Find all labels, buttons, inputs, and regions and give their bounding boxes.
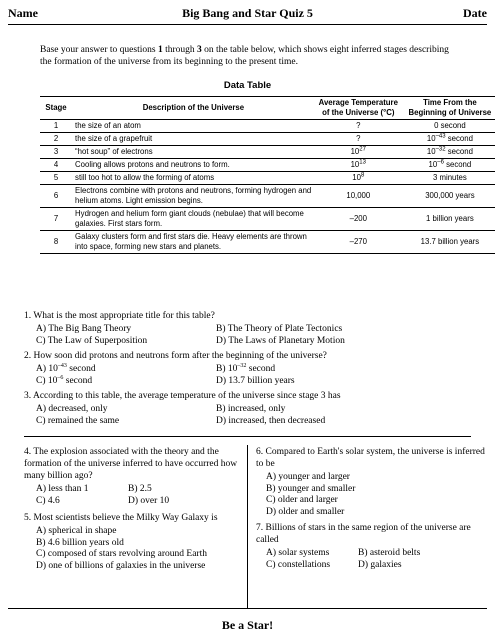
q7-option-a[interactable]: A) solar systems xyxy=(266,548,330,558)
date-label: Date xyxy=(463,6,487,20)
q2-option-d[interactable]: D) 13.7 billion years xyxy=(216,375,295,386)
q5-option-d[interactable]: D) one of billions of galaxies in the universe xyxy=(36,560,206,571)
q6-option-c[interactable]: C) older and larger xyxy=(266,495,338,505)
question-4-text: 4. The explosion associated with the theory and the formation of the universe inferred to have occurred how many billion ago? xyxy=(24,447,238,481)
data-table-title: Data Table xyxy=(223,80,272,91)
column-divider xyxy=(247,445,248,608)
table-row: 3 “hot soup” of electrons $10^{27}$ $10^{-32}$ second xyxy=(40,146,495,159)
col-stage: Stage xyxy=(40,97,72,120)
q7-option-c[interactable]: C) constellations xyxy=(266,559,331,570)
question-5-text: 5. Most scientists believe the Milky Way Galaxy is xyxy=(24,513,218,523)
q5-option-c[interactable]: C) composed of stars revolving around Earth xyxy=(36,549,207,559)
question-6-text: 6. Compared to Earth's solar system, the universe is inferred to be xyxy=(256,447,485,469)
q4-option-c[interactable]: C) 4.6 xyxy=(36,495,60,506)
q1-option-c[interactable]: C) The Law of Superposition xyxy=(36,335,148,346)
q1-option-b[interactable]: B) The Theory of Plate Tectonics xyxy=(216,324,343,334)
q3-option-b[interactable]: B) increased, only xyxy=(216,404,286,414)
q3-option-d[interactable]: D) increased, then decreased xyxy=(216,415,326,426)
question-1-text: 1. What is the most appropriate title for this table? xyxy=(24,311,215,321)
question-4-options-left xyxy=(36,484,89,507)
name-label: Name xyxy=(8,6,38,20)
col-description: Description of the Universe xyxy=(72,97,315,120)
question-3-text: 3. According to this table, the average temperature of the universe since stage 3 has xyxy=(24,391,341,401)
question-7-options-right xyxy=(358,548,420,571)
q6-option-b[interactable]: B) younger and smaller xyxy=(266,483,356,494)
q7-option-d[interactable]: D) galaxies xyxy=(358,559,402,570)
question-2-options-left xyxy=(36,364,96,387)
question-6-options xyxy=(266,472,355,518)
table-row: 6 Electrons combine with protons and neutrons, forming hydrogen and helium atoms. Light emission begins. 10,000 300,000 years xyxy=(40,185,495,208)
q2-option-c[interactable]: C) $10^{-6}$ second xyxy=(36,374,93,386)
table-row: 2 the size of a grapefruit ? $10^{-43}$ second xyxy=(40,133,495,146)
table-row: 8 Galaxy clusters form and first stars die. Heavy elements are thrown into space, forming new stars and planets. –270 13.7 billion years xyxy=(40,231,495,254)
question-7-text: 7. Billions of stars in the same region of the universe are called xyxy=(256,523,471,545)
q4-option-b[interactable]: B) 2.5 xyxy=(128,484,152,494)
question-5-options xyxy=(36,526,207,572)
q4-option-d[interactable]: D) over 10 xyxy=(128,495,170,506)
question-2-options-right xyxy=(216,364,295,387)
question-4-options-right xyxy=(128,484,169,507)
q1-option-a[interactable]: A) The Big Bang Theory xyxy=(36,324,132,334)
q5-option-b[interactable]: B) 4.6 billion years old xyxy=(36,537,124,548)
q5-option-a[interactable]: A) spherical in shape xyxy=(36,526,117,536)
q6-option-d[interactable]: D) older and smaller xyxy=(266,506,345,517)
table-row: 4 Cooling allows protons and neutrons to form. $10^{13}$ $10^{-6}$ second xyxy=(40,159,495,172)
col-temperature: Average Temperature of the Universe (°C) xyxy=(315,97,402,120)
question-7-options-left xyxy=(266,548,330,571)
q1-option-d[interactable]: D) The Laws of Planetary Motion xyxy=(216,335,345,346)
header-divider xyxy=(8,24,487,25)
question-3-options-right xyxy=(216,404,325,427)
table-header-row xyxy=(40,97,495,120)
footer-divider xyxy=(8,608,487,609)
table-row: 5 still too hot to allow the forming of atoms $10^8$ 3 minutes xyxy=(40,172,495,185)
q3-option-a[interactable]: A) decreased, only xyxy=(36,404,108,414)
table-row: 7 Hydrogen and helium form giant clouds (nebulae) that will become galaxies. First stars form. –200 1 billion years xyxy=(40,208,495,231)
question-3-options-left xyxy=(36,404,119,427)
col-time: Time From the Beginning of Universe xyxy=(402,97,495,120)
footer-slogan: Be a Star! xyxy=(221,618,274,632)
q2-option-a[interactable]: A) $10^{-43}$ second xyxy=(36,362,96,374)
intro-text: Base your answer to questions 1 through 3 on the table below, which shows eight inferred stages describing the formation of the universe from its beginning to the present time. xyxy=(40,45,449,67)
quiz-title: Big Bang and Star Quiz 5 xyxy=(182,6,313,20)
q4-option-a[interactable]: A) less than 1 xyxy=(36,484,89,494)
q7-option-b[interactable]: B) asteroid belts xyxy=(358,548,421,558)
q2-option-b[interactable]: B) $10^{-32}$ second xyxy=(216,362,276,374)
page-header xyxy=(8,6,487,22)
question-2-text: 2. How soon did protons and neutrons form after the beginning of the universe? xyxy=(24,351,327,361)
q6-option-a[interactable]: A) younger and larger xyxy=(266,472,350,482)
section-divider xyxy=(24,436,471,437)
table-row: 1 the size of an atom ? 0 second xyxy=(40,120,495,133)
data-table xyxy=(40,96,495,254)
q3-option-c[interactable]: C) remained the same xyxy=(36,415,120,426)
question-1-options-right xyxy=(216,324,345,347)
